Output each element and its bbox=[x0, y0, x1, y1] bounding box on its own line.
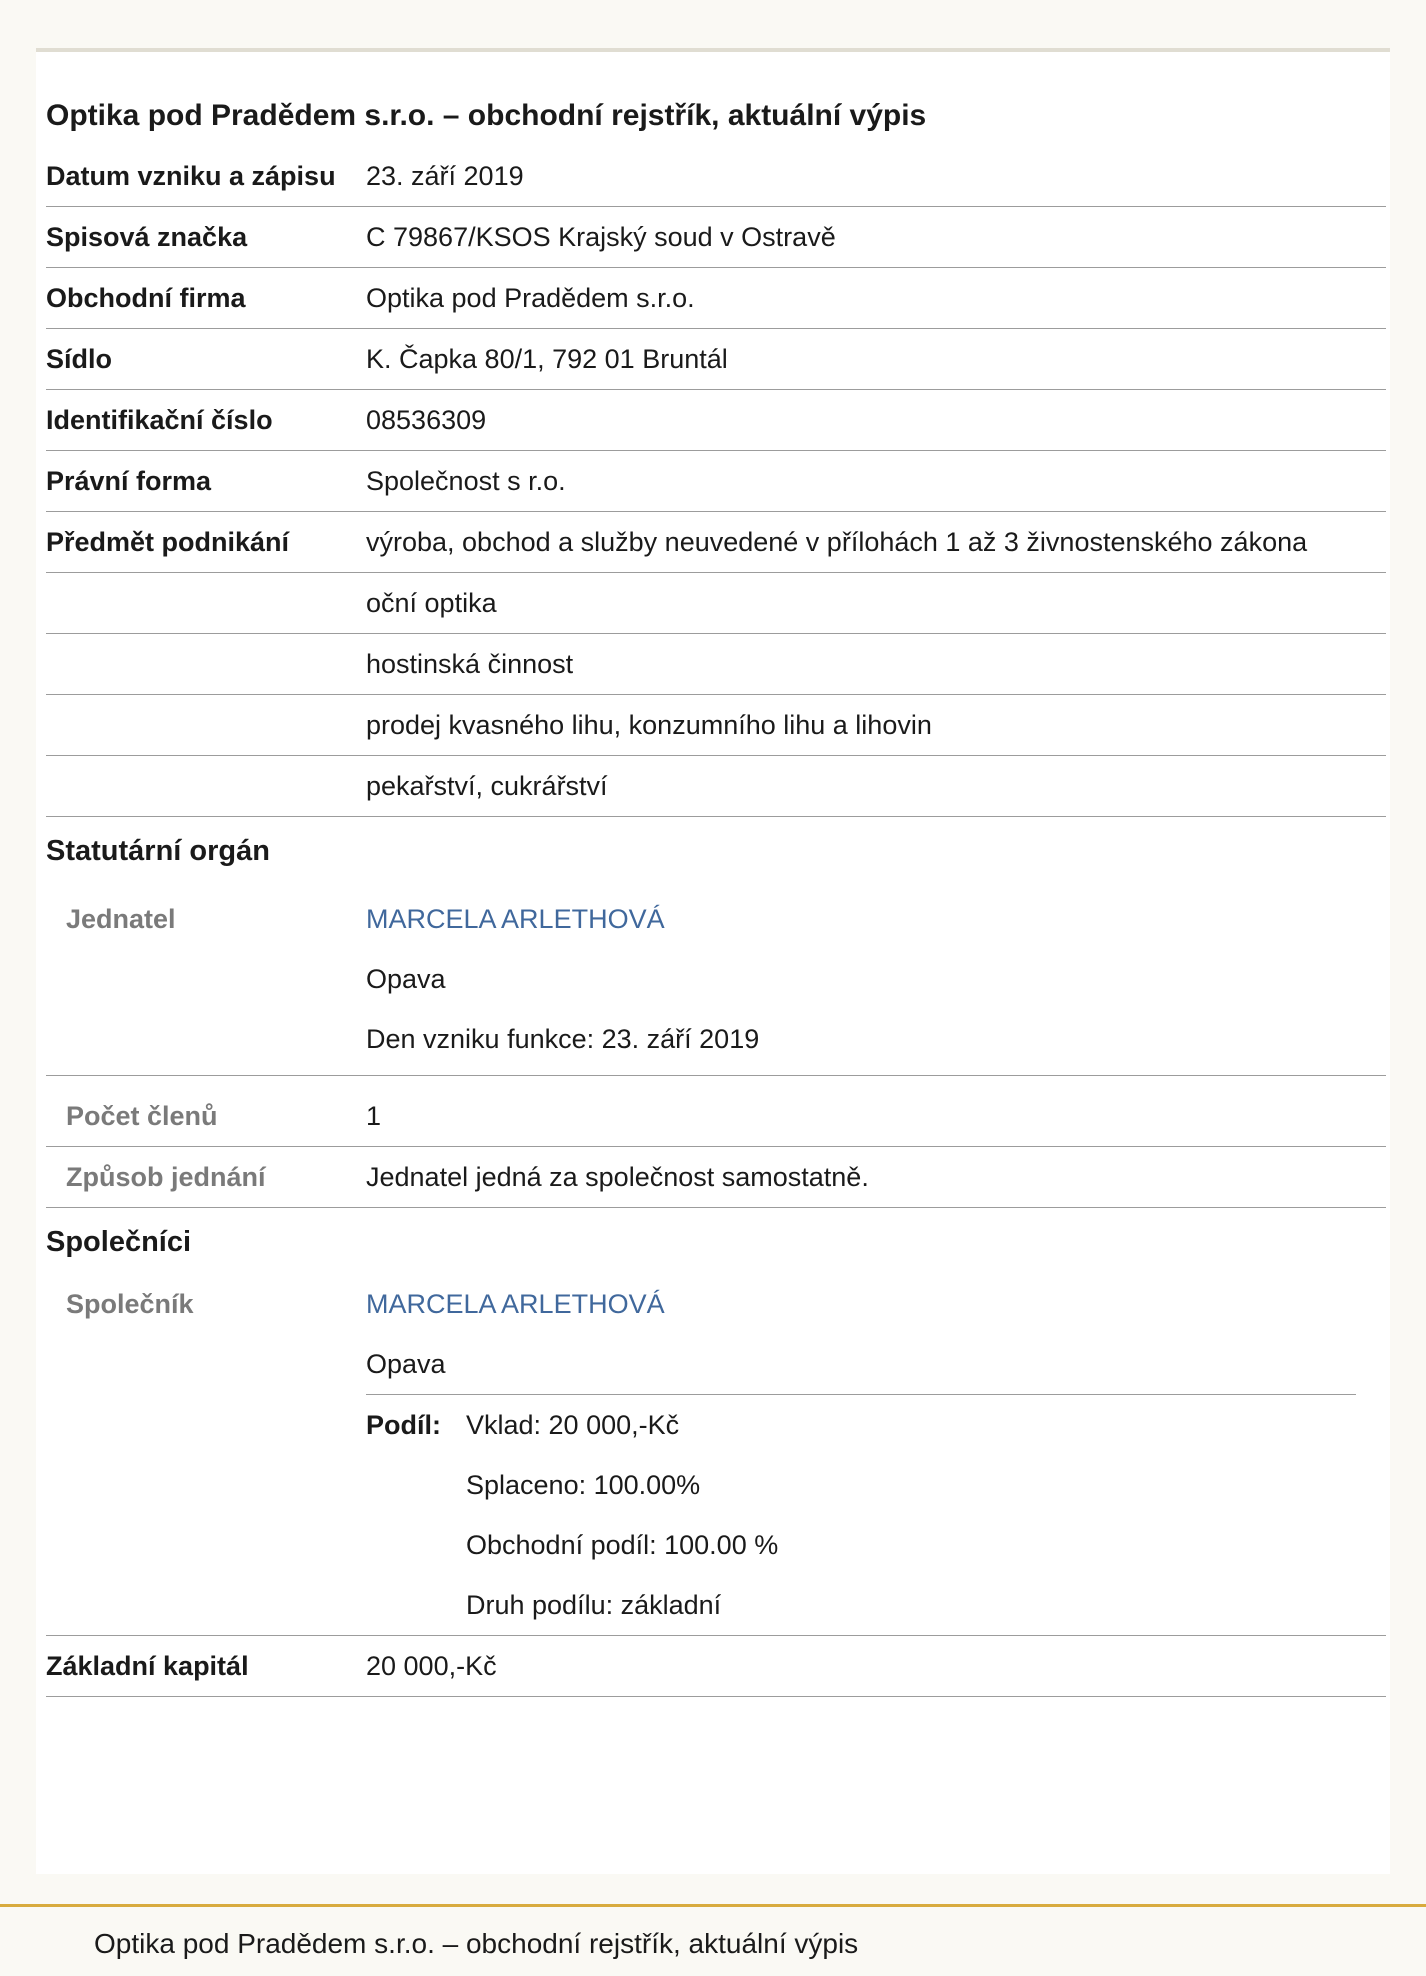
row-spolecnik bbox=[46, 1274, 1386, 1636]
predmet-empty-label bbox=[46, 756, 366, 816]
spolecnik-name-link[interactable]: MARCELA ARLETHOVÁ bbox=[366, 1289, 665, 1319]
register-content bbox=[46, 86, 1386, 1697]
predmet-item: oční optika bbox=[366, 588, 497, 618]
ico-label: Identifikační číslo bbox=[46, 405, 273, 435]
forma-value: Společnost s r.o. bbox=[366, 466, 566, 496]
row-sidlo bbox=[46, 329, 1386, 390]
row-ico bbox=[46, 390, 1386, 451]
spolecnici-heading: Společníci bbox=[46, 1226, 192, 1258]
row-predmet-5 bbox=[46, 756, 1386, 817]
kapital-label: Základní kapitál bbox=[46, 1651, 249, 1681]
datum-label-text: Datum vzniku a zápisu bbox=[46, 161, 336, 191]
datum-value: 23. září 2019 bbox=[366, 161, 524, 191]
row-predmet-2 bbox=[46, 573, 1386, 634]
jednatel-details bbox=[366, 889, 1386, 1069]
register-card bbox=[36, 52, 1390, 1874]
podil-label: Podíl: bbox=[366, 1410, 441, 1440]
row-zpusob-jednani bbox=[46, 1147, 1386, 1208]
predmet-item: výroba, obchod a služby neuvedené v přílohách 1 až 3 živnostenského zákona bbox=[366, 527, 1308, 557]
pocet-value: 1 bbox=[366, 1101, 382, 1131]
ico-value: 08536309 bbox=[366, 405, 487, 435]
row-predmet-4 bbox=[46, 695, 1386, 756]
sidlo-label: Sídlo bbox=[46, 344, 112, 374]
spolecnik-details bbox=[366, 1274, 1386, 1635]
predmet-item: hostinská činnost bbox=[366, 649, 574, 679]
jednatel-label: Jednatel bbox=[66, 904, 176, 934]
footer-title: Optika pod Pradědem s.r.o. – obchodní rejstřík, aktuální výpis bbox=[94, 1928, 859, 1959]
jednatel-since: Den vzniku funkce: 23. září 2019 bbox=[366, 1024, 760, 1054]
row-predmet-3 bbox=[46, 634, 1386, 695]
sidlo-value: K. Čapka 80/1, 792 01 Bruntál bbox=[366, 344, 728, 374]
kapital-value: 20 000,-Kč bbox=[366, 1651, 497, 1681]
datum-label bbox=[46, 146, 366, 206]
obchodni-podil-value: Obchodní podíl: 100.00 % bbox=[466, 1530, 779, 1560]
firma-value: Optika pod Pradědem s.r.o. bbox=[366, 283, 695, 313]
zpusob-label: Způsob jednání bbox=[66, 1162, 266, 1192]
jednatel-city: Opava bbox=[366, 964, 446, 994]
footer-divider bbox=[0, 1904, 1426, 1907]
firma-label: Obchodní firma bbox=[46, 283, 246, 313]
spisova-label: Spisová značka bbox=[46, 222, 248, 252]
predmet-empty-label bbox=[46, 695, 366, 755]
forma-label: Právní forma bbox=[46, 466, 212, 496]
pocet-label: Počet členů bbox=[66, 1101, 218, 1131]
jednatel-name-link[interactable]: MARCELA ARLETHOVÁ bbox=[366, 904, 665, 934]
statutarni-heading: Statutární orgán bbox=[46, 835, 270, 867]
page-title: Optika pod Pradědem s.r.o. – obchodní rejstřík, aktuální výpis bbox=[46, 99, 927, 132]
row-jednatel bbox=[46, 883, 1386, 1076]
spolecnik-city: Opava bbox=[366, 1349, 446, 1379]
row-spisova-znacka bbox=[46, 207, 1386, 268]
spolecnik-label: Společník bbox=[66, 1289, 194, 1319]
predmet-label: Předmět podnikání bbox=[46, 527, 290, 557]
podil-values bbox=[466, 1395, 778, 1635]
row-datum-vzniku bbox=[46, 146, 1386, 207]
row-zakladni-kapital bbox=[46, 1636, 1386, 1697]
predmet-item: pekařství, cukrářství bbox=[366, 771, 608, 801]
spisova-value: C 79867/KSOS Krajský soud v Ostravě bbox=[366, 222, 836, 252]
predmet-empty-label bbox=[46, 573, 366, 633]
druh-podilu-value: Druh podílu: základní bbox=[466, 1590, 722, 1620]
row-obchodni-firma bbox=[46, 268, 1386, 329]
vklad-value: Vklad: 20 000,-Kč bbox=[466, 1410, 680, 1440]
predmet-item: prodej kvasného lihu, konzumního lihu a lihovin bbox=[366, 710, 932, 740]
splaceno-value: Splaceno: 100.00% bbox=[466, 1470, 701, 1500]
predmet-empty-label bbox=[46, 634, 366, 694]
row-pocet-clenu bbox=[46, 1076, 1386, 1147]
row-predmet-1 bbox=[46, 512, 1386, 573]
row-pravni-forma bbox=[46, 451, 1386, 512]
zpusob-value: Jednatel jedná za společnost samostatně. bbox=[366, 1162, 869, 1192]
podil-block bbox=[366, 1394, 1356, 1635]
